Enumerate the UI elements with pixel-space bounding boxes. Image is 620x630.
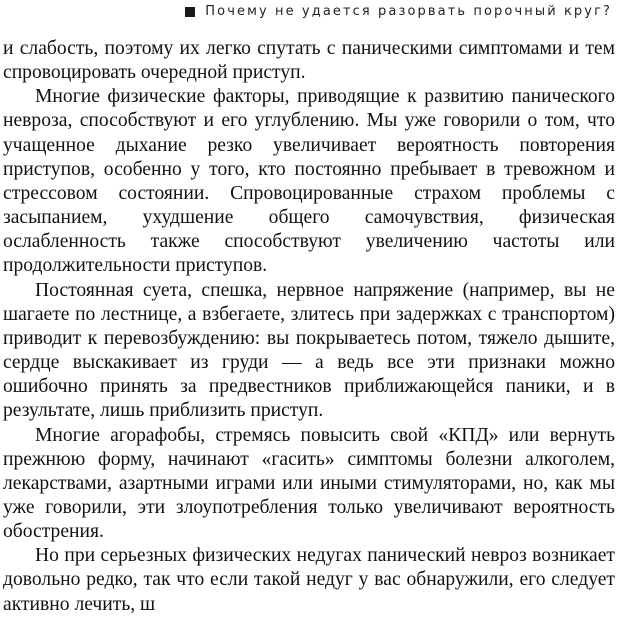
running-header [185, 4, 612, 19]
paragraph: Многие агорафобы, стремясь повысить свой «КПД» или вернуть прежнюю форму, начинают «гасить» симптомы болезни алкоголем, лекарствами, азартными играми или иными стимуляторами, но, как мы уже говорили, эти злоупотребления только увеличивают вероятность обострения. [3, 424, 615, 543]
page-body [3, 37, 615, 617]
paragraph: Постоянная суета, спешка, нервное напряжение (например, вы не шагаете по лестнице, а взбегаете, злитесь при задержках с транспортом) приводит к перевозбуждению: вы покрываетесь потом, тяжело дышите, сердце выскакивает из груди — а ведь все эти признаки можно ошибочно принять за предвестников приближающейся паники, и в результате, лишь приблизить приступ. [3, 279, 615, 422]
paragraph: и слабость, поэтому их легко спутать с паническими симптомами и тем спровоцировать очередной приступ. [3, 38, 615, 84]
square-bullet-icon [185, 7, 195, 17]
running-title: Почему не удается разорвать порочный круг? [205, 4, 612, 19]
paragraph: Но при серьезных физических недугах панический невроз возникает довольно редко, так что если такой недуг у вас обнаружили, его следует активно лечить, ш [3, 545, 615, 615]
paragraph: Многие физические факторы, приводящие к развитию панического невроза, способствуют и его углублению. Мы уже говорили о том, что учащенное дыхание резко увеличивает вероятность повторения приступов, особенно у того, кто постоянно пребывает в тревожном и стрессовом состоянии. Спровоцированные страхом проблемы с засыпанием, ухудшение общего самочувствия, физическая ослабленность также способствуют увеличению частоты или продолжительности приступов. [3, 86, 615, 277]
